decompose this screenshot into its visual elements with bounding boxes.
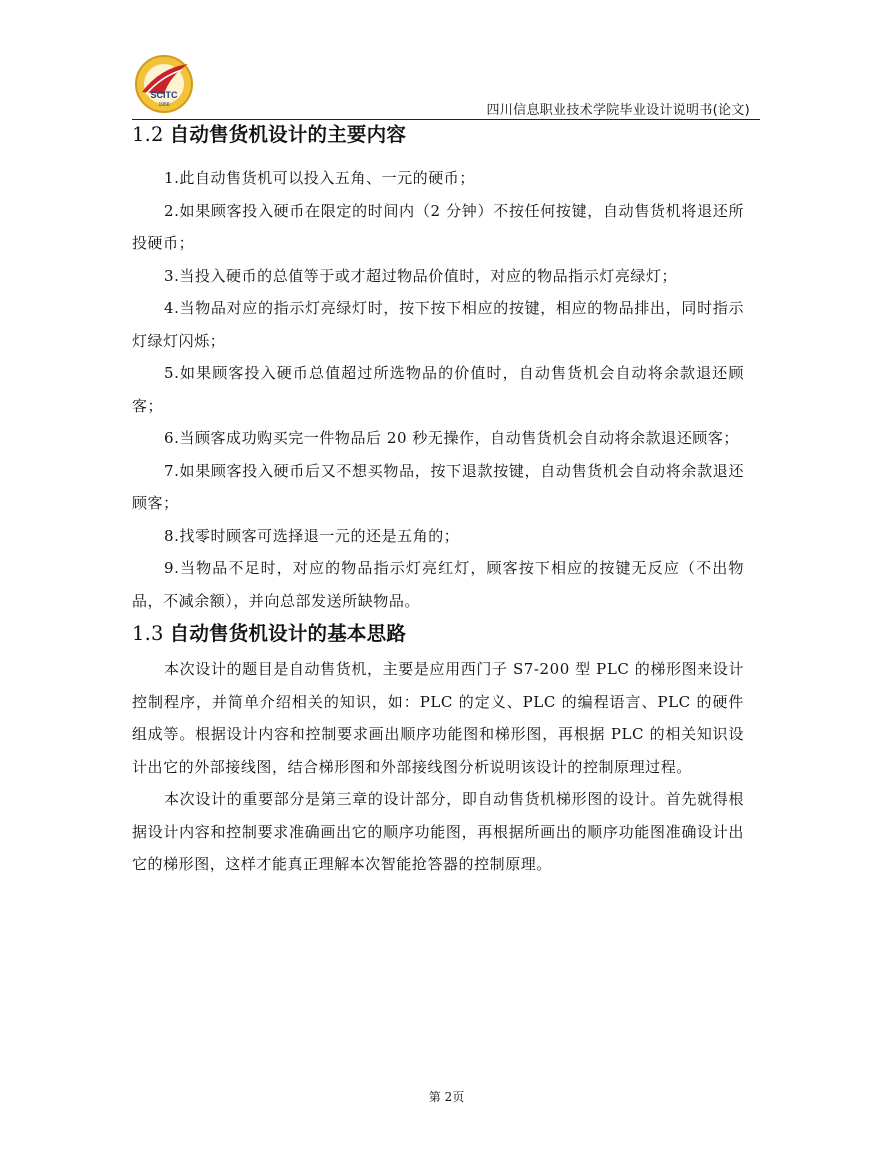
list-item: 8.找零时顾客可选择退一元的还是五角的； <box>164 526 460 545</box>
page-number: 第 2页 <box>428 1090 465 1104</box>
paragraph: 本次设计的题目是自动售货机，主要是应用西门子 S7-200 型 PLC 的梯形图来设计控制程序，并简单介绍相关的知识，如：PLC 的定义、PLC 的编程语言、PLC 的硬件组成等。根据设计内容和控制要求画出顺序功能图和梯形图，再根据 PLC 的相关知识设计出它的外部接线图，结合梯形图和外部接线图分析说明该设计的控制原理过程。 <box>132 660 744 776</box>
list-item: 7.如果顾客投入硬币后又不想买物品，按下退款按键，自动售货机会自动将余款退还顾客； <box>132 461 744 512</box>
paragraph: 本次设计的重要部分是第三章的设计部分，即自动售货机梯形图的设计。首先就得根据设计内容和控制要求准确画出它的顺序功能图，再根据所画出的顺序功能图准确设计出它的梯形图，这样才能真正理解本次智能抢答器的控制原理。 <box>132 790 744 873</box>
section-number: 1.3 <box>132 622 164 645</box>
section-heading-1-3 <box>132 620 744 650</box>
logo-text: SCITC <box>150 90 178 100</box>
list-item: 4.当物品对应的指示灯亮绿灯时，按下按下相应的按键，相应的物品排出，同时指示灯绿灯闪烁； <box>132 299 744 350</box>
document-body <box>132 121 744 881</box>
list-item: 3.当投入硬币的总值等于或才超过物品价值时，对应的物品指示灯亮绿灯； <box>164 266 678 285</box>
list-item: 9.当物品不足时，对应的物品指示灯亮红灯，顾客按下相应的按键无反应（不出物品，不减余额），并向总部发送所缺物品。 <box>132 559 744 610</box>
page-header-title: 四川信息职业技术学院毕业设计说明书(论文) <box>486 103 750 118</box>
list-item: 1.此自动售货机可以投入五角、一元的硬币； <box>164 169 475 187</box>
requirements-list <box>132 162 744 617</box>
design-approach-body <box>132 653 744 881</box>
list-item: 5.如果顾客投入硬币总值超过所选物品的价值时，自动售货机会自动将余款退还顾客； <box>132 364 744 415</box>
list-item: 2.如果顾客投入硬币在限定的时间内（2 分钟）不按任何按键，自动售货机将退还所投硬币； <box>132 201 744 252</box>
list-item: 6.当顾客成功购买完一件物品后 20 秒无操作，自动售货机会自动将余款退还顾客； <box>164 429 739 447</box>
header-divider <box>132 119 760 120</box>
section-number: 1.2 <box>132 123 164 146</box>
logo-year: 1956 <box>158 102 170 108</box>
section-title: 自动售货机设计的基本思路 <box>169 622 407 645</box>
section-title: 自动售货机设计的主要内容 <box>169 123 407 146</box>
section-heading-1-2 <box>132 121 744 151</box>
